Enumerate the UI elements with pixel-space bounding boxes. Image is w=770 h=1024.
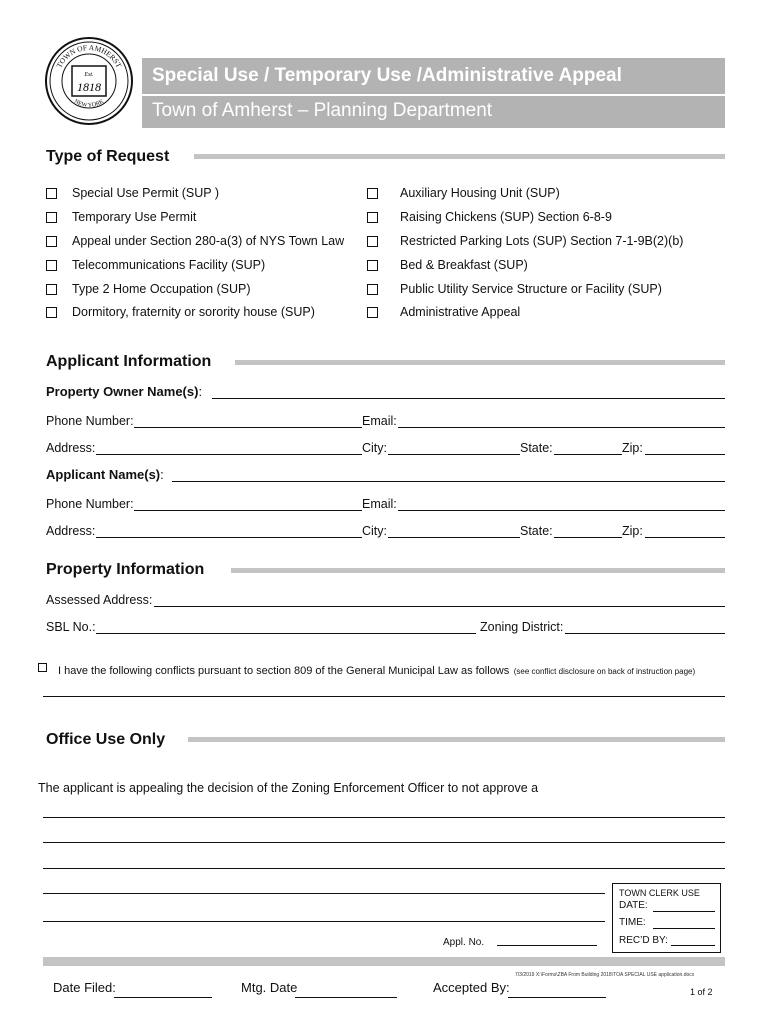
svg-text:Est.: Est.: [84, 72, 94, 78]
request-option-label: Public Utility Service Structure or Facility (SUP): [400, 282, 662, 296]
title-banner: [142, 58, 725, 94]
request-option-checkbox[interactable]: [46, 260, 57, 271]
request-option-label: Type 2 Home Occupation (SUP): [72, 282, 251, 296]
office-use-heading: Office Use Only: [46, 731, 166, 748]
date-filed-field[interactable]: [114, 997, 212, 998]
owner-phone-field[interactable]: [134, 427, 362, 428]
clerk-time-label: TIME:: [619, 917, 646, 928]
applicant-city-field[interactable]: [388, 537, 520, 538]
section-divider: [231, 568, 725, 573]
page-number: 1 of 2: [690, 987, 713, 997]
request-option-label: Appeal under Section 280-a(3) of NYS Town Law: [72, 234, 345, 248]
owner-state-field[interactable]: [554, 454, 622, 455]
owner-zip-label: Zip:: [622, 441, 643, 455]
applicant-zip-field[interactable]: [645, 537, 725, 538]
request-option-checkbox[interactable]: [367, 307, 378, 318]
applicant-zip-label: Zip:: [622, 524, 643, 538]
request-option-checkbox[interactable]: [46, 212, 57, 223]
applicant-info-heading: Applicant Information: [46, 353, 212, 370]
request-option-label: Temporary Use Permit: [72, 210, 197, 224]
applicant-email-label: Email:: [362, 497, 397, 511]
request-option-checkbox[interactable]: [367, 260, 378, 271]
property-owner-field[interactable]: [212, 398, 725, 399]
request-option-label: Bed & Breakfast (SUP): [400, 258, 528, 272]
clerk-recd-label: REC’D BY:: [619, 935, 668, 946]
zoning-district-label: Zoning District:: [480, 620, 564, 634]
applicant-name-label: Applicant Name(s):: [46, 467, 164, 482]
request-option-label: Dormitory, fraternity or sorority house (SUP): [72, 305, 315, 319]
conflict-statement: I have the following conflicts pursuant to section 809 of the General Municipal Law as follows (see conflict disclosure on back of instruction page): [58, 665, 696, 677]
appeal-line[interactable]: [43, 921, 605, 922]
request-option-label: Administrative Appeal: [400, 305, 521, 319]
applicant-phone-label: Phone Number:: [46, 497, 134, 511]
property-info-heading: Property Information: [46, 561, 205, 578]
section-divider: [194, 154, 725, 159]
assessed-address-label: Assessed Address:: [46, 593, 153, 607]
request-option-label: Restricted Parking Lots (SUP) Section 7-1-9B(2)(b): [400, 234, 684, 248]
appeal-line[interactable]: [43, 817, 725, 818]
clerk-time-field[interactable]: [653, 928, 715, 929]
owner-address-label: Address:: [46, 441, 96, 455]
owner-city-label: City:: [362, 441, 387, 455]
request-option-label: Special Use Permit (SUP ): [72, 186, 220, 200]
request-option-checkbox[interactable]: [367, 188, 378, 199]
request-option-checkbox[interactable]: [367, 212, 378, 223]
file-path-text: 7/3/2019 X:\Forms\ZBA From Building 2018\TOA SPECIAL USE application.docx: [515, 972, 695, 978]
mtg-date-field[interactable]: [295, 997, 397, 998]
applicant-name-field[interactable]: [172, 481, 725, 482]
mtg-date-label: Mtg. Date: [241, 980, 298, 995]
assessed-address-field[interactable]: [154, 606, 725, 607]
clerk-date-label: DATE:: [619, 900, 648, 911]
applicant-phone-field[interactable]: [134, 510, 362, 511]
applicant-address-field[interactable]: [96, 537, 362, 538]
clerk-date-field[interactable]: [653, 911, 715, 912]
owner-address-field[interactable]: [96, 454, 362, 455]
page-subtitle: Town of Amherst – Planning Department: [152, 100, 493, 121]
conflict-field[interactable]: [43, 696, 725, 697]
town-clerk-box: [612, 883, 721, 953]
svg-text:1818: 1818: [77, 80, 101, 94]
request-option-checkbox[interactable]: [46, 188, 57, 199]
conflict-checkbox[interactable]: [38, 663, 47, 672]
page-title: Special Use / Temporary Use /Administrative Appeal: [152, 65, 622, 86]
appeal-line[interactable]: [43, 842, 725, 843]
appl-no-label: Appl. No.: [443, 937, 485, 948]
sbl-field[interactable]: [96, 633, 476, 634]
applicant-address-label: Address:: [46, 524, 96, 538]
accepted-by-label: Accepted By:: [433, 980, 510, 995]
request-option-label: Telecommunications Facility (SUP): [72, 258, 266, 272]
owner-email-label: Email:: [362, 414, 397, 428]
request-option-checkbox[interactable]: [46, 236, 57, 247]
request-option-checkbox[interactable]: [367, 284, 378, 295]
request-option-checkbox[interactable]: [46, 307, 57, 318]
svg-text:NEW YORK: NEW YORK: [72, 98, 106, 109]
svg-text:TOWN OF AMHERST: TOWN OF AMHERST: [54, 42, 124, 70]
applicant-email-field[interactable]: [398, 510, 725, 511]
footer-bar: [43, 957, 725, 966]
appeal-line[interactable]: [43, 893, 605, 894]
owner-city-field[interactable]: [388, 454, 520, 455]
applicant-state-label: State:: [520, 524, 553, 538]
owner-phone-label: Phone Number:: [46, 414, 134, 428]
town-seal-logo: [44, 36, 134, 126]
property-owner-label: Property Owner Name(s):: [46, 384, 203, 399]
applicant-city-label: City:: [362, 524, 387, 538]
section-divider: [188, 737, 725, 742]
request-option-label: Raising Chickens (SUP) Section 6-8-9: [400, 210, 612, 224]
request-option-checkbox[interactable]: [367, 236, 378, 247]
type-of-request-heading: Type of Request: [46, 148, 170, 165]
appl-no-field[interactable]: [497, 945, 597, 946]
section-divider: [235, 360, 725, 365]
town-clerk-title: TOWN CLERK USE: [619, 888, 700, 898]
clerk-recd-field[interactable]: [671, 945, 715, 946]
request-option-checkbox[interactable]: [46, 284, 57, 295]
sbl-label: SBL No.:: [46, 620, 96, 634]
appeal-line[interactable]: [43, 868, 725, 869]
request-option-label: Auxiliary Housing Unit (SUP): [400, 186, 560, 200]
applicant-state-field[interactable]: [554, 537, 622, 538]
accepted-by-field[interactable]: [508, 997, 606, 998]
owner-email-field[interactable]: [398, 427, 725, 428]
date-filed-label: Date Filed:: [53, 980, 116, 995]
appeal-statement: The applicant is appealing the decision of the Zoning Enforcement Officer to not approve a: [38, 781, 539, 795]
subtitle-banner: [142, 96, 725, 128]
owner-zip-field[interactable]: [645, 454, 725, 455]
zoning-district-field[interactable]: [565, 633, 725, 634]
owner-state-label: State:: [520, 441, 553, 455]
